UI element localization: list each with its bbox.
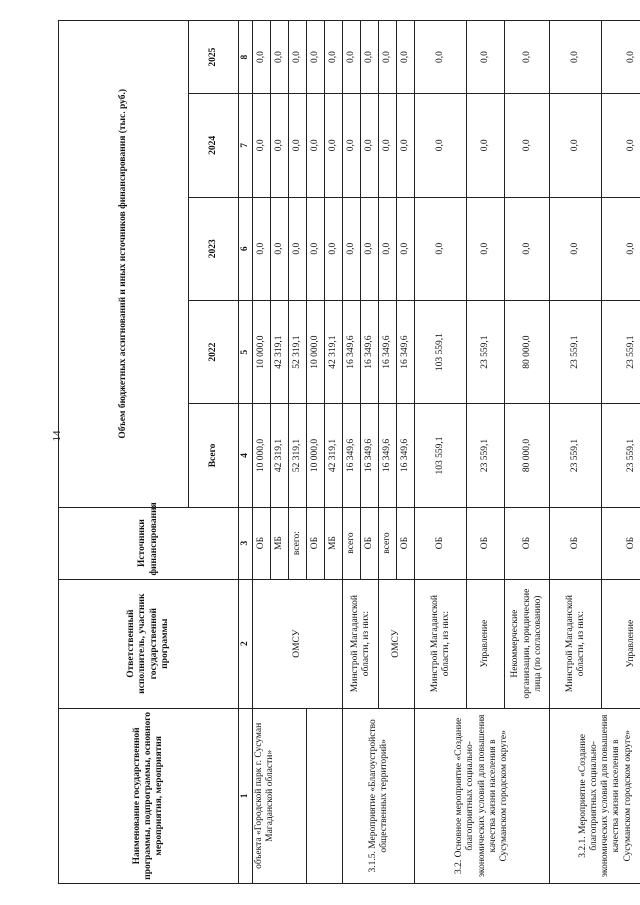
value-2022: 16 349,6 xyxy=(343,300,361,403)
value-2022: 42 319,1 xyxy=(325,300,343,403)
value-2022: 10 000,0 xyxy=(253,300,271,403)
value-2022: 52 319,1 xyxy=(289,300,307,403)
value-2023: 0,0 xyxy=(361,197,379,300)
value-2025: 0,0 xyxy=(361,21,379,94)
funding-table xyxy=(58,20,640,884)
value-total: 16 349,6 xyxy=(361,404,379,507)
value-2025: 0,0 xyxy=(343,21,361,94)
header-funding-group: Объем бюджетных ассигнований и иных источников финансирования (тыс. руб.) xyxy=(59,21,189,508)
funding-source: ОБ xyxy=(550,507,602,579)
program-name: объекта «Городской парк г. Сусуман Магаданской области» xyxy=(253,708,307,883)
value-2023: 0,0 xyxy=(505,197,550,300)
value-2023: 0,0 xyxy=(550,197,602,300)
value-2022: 16 349,6 xyxy=(379,300,397,403)
value-total: 16 349,6 xyxy=(379,404,397,507)
executor: Некоммерческие организации, юридические лица (по согласованию) xyxy=(505,579,550,708)
table-row xyxy=(253,21,271,884)
header-year-2023: 2023 xyxy=(189,197,239,300)
value-2023: 0,0 xyxy=(253,197,271,300)
executor: Управление xyxy=(467,579,505,708)
funding-source: ОБ xyxy=(361,507,379,579)
column-number: 8 xyxy=(239,21,253,94)
value-2025: 0,0 xyxy=(505,21,550,94)
table-row xyxy=(550,21,602,884)
program-name-empty xyxy=(307,708,343,883)
value-total: 52 319,1 xyxy=(289,404,307,507)
value-2024: 0,0 xyxy=(397,94,415,197)
value-2024: 0,0 xyxy=(415,94,467,197)
value-2022: 10 000,0 xyxy=(307,300,325,403)
executor: Минстрой Магаданской области, из них: xyxy=(550,579,602,708)
value-2024: 0,0 xyxy=(361,94,379,197)
rotated-page xyxy=(58,20,637,884)
value-2023: 0,0 xyxy=(467,197,505,300)
header-program-name: Наименование государственной программы, подпрограммы, основного мероприятия, мероприятия xyxy=(59,708,239,883)
value-total: 23 559,1 xyxy=(467,404,505,507)
value-2025: 0,0 xyxy=(467,21,505,94)
value-2025: 0,0 xyxy=(307,21,325,94)
value-2023: 0,0 xyxy=(325,197,343,300)
column-number: 1 xyxy=(239,708,253,883)
value-2022: 80 000,0 xyxy=(505,300,550,403)
value-2025: 0,0 xyxy=(289,21,307,94)
value-2022: 23 559,1 xyxy=(550,300,602,403)
column-number: 7 xyxy=(239,94,253,197)
value-2025: 0,0 xyxy=(415,21,467,94)
value-total: 23 559,1 xyxy=(602,404,640,507)
value-2023: 0,0 xyxy=(343,197,361,300)
value-2024: 0,0 xyxy=(467,94,505,197)
page-number: 14 xyxy=(51,430,63,442)
value-2022: 16 349,6 xyxy=(397,300,415,403)
value-2023: 0,0 xyxy=(397,197,415,300)
column-number: 5 xyxy=(239,300,253,403)
value-2022: 23 559,1 xyxy=(602,300,640,403)
table-row xyxy=(415,21,467,884)
value-2023: 0,0 xyxy=(307,197,325,300)
funding-source: ОБ xyxy=(253,507,271,579)
value-total: 10 000,0 xyxy=(307,404,325,507)
funding-source: всего xyxy=(343,507,361,579)
value-2024: 0,0 xyxy=(325,94,343,197)
value-2023: 0,0 xyxy=(271,197,289,300)
header-year-2024: 2024 xyxy=(189,94,239,197)
column-number: 2 xyxy=(239,579,253,708)
column-number: 6 xyxy=(239,197,253,300)
header-executor: Ответственный исполнитель, участник государственной программы xyxy=(59,579,239,708)
value-2025: 0,0 xyxy=(325,21,343,94)
value-2025: 0,0 xyxy=(271,21,289,94)
program-name: 3.2.1. Мероприятие «Создание благоприятных социально-экономических условий для повышения качества жизни населения в Сусуманском городском округе» xyxy=(550,708,640,883)
funding-source: МБ xyxy=(271,507,289,579)
table-row xyxy=(307,21,325,884)
value-2024: 0,0 xyxy=(379,94,397,197)
executor: Управление xyxy=(602,579,640,708)
value-2025: 0,0 xyxy=(550,21,602,94)
value-2024: 0,0 xyxy=(289,94,307,197)
program-name: 3.2. Основное мероприятие «Создание благоприятных социально-экономических условий для повышения качества жизни населения в Сусуманском городском округе» xyxy=(415,708,550,883)
value-2023: 0,0 xyxy=(379,197,397,300)
funding-source: всего xyxy=(379,507,397,579)
value-total: 42 319,1 xyxy=(325,404,343,507)
header-funding-source: Источники финансирования xyxy=(59,507,239,579)
funding-source: ОБ xyxy=(415,507,467,579)
value-2024: 0,0 xyxy=(343,94,361,197)
value-total: 16 349,6 xyxy=(397,404,415,507)
value-2025: 0,0 xyxy=(253,21,271,94)
value-2024: 0,0 xyxy=(550,94,602,197)
value-2025: 0,0 xyxy=(379,21,397,94)
value-2022: 42 319,1 xyxy=(271,300,289,403)
value-2025: 0,0 xyxy=(397,21,415,94)
column-number: 4 xyxy=(239,404,253,507)
funding-source: ОБ xyxy=(505,507,550,579)
value-2024: 0,0 xyxy=(271,94,289,197)
value-2022: 16 349,6 xyxy=(361,300,379,403)
value-2024: 0,0 xyxy=(253,94,271,197)
value-2024: 0,0 xyxy=(307,94,325,197)
funding-source: ОБ xyxy=(467,507,505,579)
value-total: 103 559,1 xyxy=(415,404,467,507)
value-total: 42 319,1 xyxy=(271,404,289,507)
value-2023: 0,0 xyxy=(415,197,467,300)
header-year-2025: 2025 xyxy=(189,21,239,94)
value-total: 80 000,0 xyxy=(505,404,550,507)
value-total: 10 000,0 xyxy=(253,404,271,507)
funding-source: всего: xyxy=(289,507,307,579)
executor: Минстрой Магаданской области, из них: xyxy=(415,579,467,708)
funding-source: ОБ xyxy=(397,507,415,579)
funding-source: МБ xyxy=(325,507,343,579)
header-year-2022: 2022 xyxy=(189,300,239,403)
value-2025: 0,0 xyxy=(602,21,640,94)
executor: ОМСУ xyxy=(253,579,343,708)
column-number: 3 xyxy=(239,507,253,579)
executor: ОМСУ xyxy=(379,579,415,708)
value-2022: 103 559,1 xyxy=(415,300,467,403)
value-2024: 0,0 xyxy=(505,94,550,197)
program-name: 3.1.5. Мероприятие «Благоустройство общественных территорий» xyxy=(343,708,415,883)
funding-source: ОБ xyxy=(307,507,325,579)
executor: Минстрой Магаданской области, из них: xyxy=(343,579,379,708)
table-row xyxy=(343,21,361,884)
funding-source: ОБ xyxy=(602,507,640,579)
value-total: 16 349,6 xyxy=(343,404,361,507)
value-2023: 0,0 xyxy=(289,197,307,300)
value-2023: 0,0 xyxy=(602,197,640,300)
value-2024: 0,0 xyxy=(602,94,640,197)
value-total: 23 559,1 xyxy=(550,404,602,507)
header-total: Всего xyxy=(189,404,239,507)
value-2022: 23 559,1 xyxy=(467,300,505,403)
